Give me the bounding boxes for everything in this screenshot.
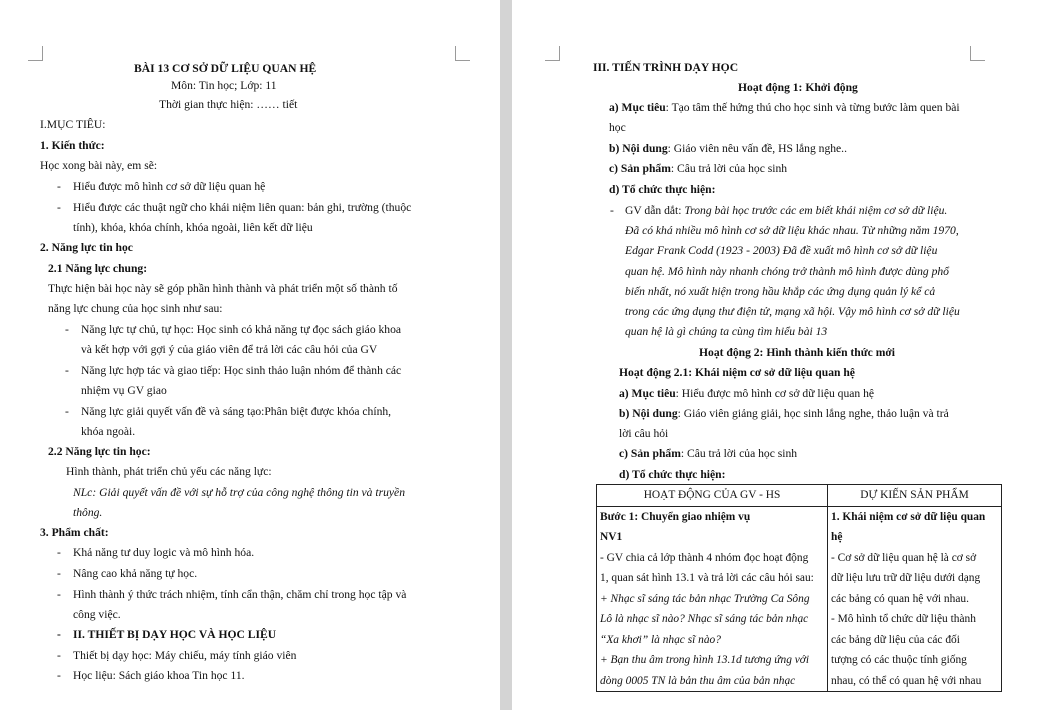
crop-mark — [545, 46, 560, 61]
product-label: c) Sản phẩm — [619, 447, 681, 460]
list-item: Nâng cao khả năng tự học. — [73, 567, 198, 580]
list-item: Năng lực tự chủ, tự học: Học sinh có khả năng tự đọc sách giáo khoa — [81, 323, 402, 336]
bullet-dash: - — [57, 180, 61, 193]
list-item: Khả năng tư duy logic và mô hình hóa. — [73, 546, 255, 559]
teacher-lead-text: quan hệ. Mô hình này nhanh chóng trở thành mô hình được dùng phổ — [625, 265, 949, 278]
list-item: Hiểu được các thuật ngữ cho khái niệm liên quan: bản ghi, trường (thuộc — [73, 201, 412, 214]
table-cell-line: + Nhạc sĩ sáng tác bản nhạc Trường Ca Sông — [600, 592, 810, 605]
table-cell-line: + Bạn thu âm trong hình 13.1d tương ứng với — [600, 654, 810, 666]
table-cell-line: 1. Khái niệm cơ sở dữ liệu quan — [831, 510, 986, 523]
teacher-lead-text: Edgar Frank Codd (1923 - 2003) Đã đề xuất mô hình cơ sở dữ liệu — [625, 244, 938, 257]
table-cell-line: NV1 — [600, 531, 623, 543]
teacher-lead-label: GV dẫn dắt: — [625, 204, 685, 217]
crop-mark — [455, 46, 470, 61]
table-cell-line: Lô là nhạc sĩ nào? Nhạc sĩ sáng tác bản nhạc — [600, 613, 809, 625]
table-cell-line: 1, quan sát hình 13.1 và trả lời các câu hỏi sau: — [600, 572, 814, 584]
product-text: : Câu trả lời của học sinh — [670, 162, 788, 175]
list-item: Năng lực hợp tác và giao tiếp: Học sinh thảo luận nhóm để thành các — [81, 364, 402, 377]
objective-line — [619, 384, 874, 404]
document-page-left[interactable] — [0, 0, 500, 710]
paragraph: năng lực chung của học sinh như sau: — [48, 302, 223, 315]
activity-subheading: Hoạt động 2.1: Khái niệm cơ sở dữ liệu quan hệ — [619, 366, 855, 379]
objective-text: : Tạo tâm thế hứng thú cho học sinh và từng bước làm quen bài — [665, 101, 960, 114]
list-item: Năng lực giải quyết vấn đề và sáng tạo:Phân biệt được khóa chính, — [81, 405, 392, 418]
list-item-continuation: công việc. — [73, 608, 121, 621]
organization-label: d) Tổ chức thực hiện: — [619, 468, 726, 481]
objective-label: a) Mục tiêu — [619, 387, 676, 400]
content-line — [619, 404, 949, 424]
section-heading: III. TIẾN TRÌNH DẠY HỌC — [593, 61, 739, 74]
table-header-cell: DỰ KIẾN SẢN PHẨM — [828, 485, 1002, 507]
table-header-row — [597, 485, 1002, 507]
content-continuation: lời câu hỏi — [619, 427, 669, 440]
teacher-lead-text: biến nhất, nó xuất hiện trong hầu khắp các ứng dụng quản lý kể cả — [625, 285, 936, 298]
crop-mark — [970, 46, 985, 61]
teacher-lead-text: quan hệ là gì chúng ta cùng tìm hiểu bài 13 — [625, 325, 828, 338]
subject-line: Môn: Tin học; Lớp: 11 — [171, 79, 277, 92]
product-line — [609, 159, 787, 179]
objective-text: : Hiểu được mô hình cơ sở dữ liệu quan hệ — [675, 387, 875, 400]
expected-product-cell[interactable] — [828, 506, 1002, 692]
content-label: b) Nội dung — [619, 407, 678, 420]
objective-line — [609, 98, 960, 118]
table-cell-line: dòng 0005 TN là bản thu âm của bản nhạc — [600, 674, 796, 687]
table-cell-line: hệ — [831, 531, 843, 543]
table-row — [597, 506, 1002, 692]
bullet-dash: - — [57, 201, 61, 214]
bullet-dash: - — [65, 323, 69, 336]
activity-heading: Hoạt động 1: Khởi động — [738, 81, 858, 94]
content-text: : Giáo viên nêu vấn đề, HS lắng nghe.. — [667, 142, 847, 155]
bullet-dash: - — [57, 588, 61, 601]
teacher-lead-text: Đã có khá nhiều mô hình cơ sở dữ liệu khác nhau. Từ những năm 1970, — [625, 224, 959, 237]
bullet-dash: - — [57, 567, 61, 580]
list-item-continuation: khóa ngoài. — [81, 425, 136, 438]
content-line — [609, 139, 847, 159]
table-cell-line: các bảng dữ liệu của các đối — [831, 633, 960, 646]
teacher-lead-text: Trong bài học trước các em biết khái niệm cơ sở dữ liệu. — [684, 204, 948, 217]
table-cell-line: Bước 1: Chuyển giao nhiệm vụ — [600, 510, 751, 523]
content-text: : Giáo viên giảng giải, học sinh lắng nghe, thảo luận và trả — [677, 407, 949, 420]
list-item-continuation: tính), khóa, khóa chính, khóa ngoài, liên kết dữ liệu — [73, 221, 313, 234]
activity-table — [596, 484, 1002, 692]
bullet-dash: - — [57, 669, 61, 682]
bullet-dash: - — [65, 364, 69, 377]
list-item-continuation: nhiệm vụ GV giao — [81, 384, 167, 397]
crop-mark — [28, 46, 43, 61]
paragraph-italic: thông. — [73, 506, 103, 519]
table-cell-line: nhau, có thể có quan hệ với nhau — [831, 674, 982, 687]
organization-label: d) Tổ chức thực hiện: — [609, 183, 716, 196]
list-item: Hình thành ý thức trách nhiệm, tính cẩn thận, chăm chỉ trong học tập và — [73, 588, 407, 601]
product-label: c) Sản phẩm — [609, 162, 671, 175]
section-heading: 3. Phẩm chất: — [40, 526, 109, 539]
section-heading: 2. Năng lực tin học — [40, 241, 133, 254]
bullet-dash: - — [610, 204, 614, 217]
table-cell-line: các bảng có quan hệ với nhau. — [831, 592, 969, 605]
paragraph: Thực hiện bài học này sẽ góp phần hình thành và phát triển một số thành tố — [48, 282, 398, 295]
table-cell-line: - Mô hình tổ chức dữ liệu thành — [831, 613, 976, 625]
teacher-student-activity-cell[interactable] — [597, 506, 828, 692]
paragraph-italic: NLc: Giải quyết vấn đề với sự hỗ trợ của công nghệ thông tin và truyền — [73, 486, 405, 499]
time-line: Thời gian thực hiện: …… tiết — [159, 98, 298, 111]
section-heading: 2.1 Năng lực chung: — [48, 262, 148, 275]
content-label: b) Nội dung — [609, 142, 668, 155]
bullet-dash: - — [65, 405, 69, 418]
document-page-right[interactable] — [512, 0, 1041, 710]
table-cell-line: “Xa khơi” là nhạc sĩ nào? — [600, 633, 721, 646]
section-heading: 2.2 Năng lực tin học: — [48, 445, 151, 458]
list-item: Thiết bị dạy học: Máy chiếu, máy tính giáo viên — [73, 649, 297, 662]
teacher-lead-line — [625, 201, 947, 221]
section-heading: I.MỤC TIÊU: — [40, 118, 106, 131]
product-line — [619, 444, 797, 464]
objective-label: a) Mục tiêu — [609, 101, 666, 114]
table-cell-line: tượng có các thuộc tính giống — [831, 654, 967, 666]
paragraph: Hình thành, phát triển chủ yếu các năng lực: — [66, 465, 272, 478]
product-text: : Câu trả lời của học sinh — [680, 447, 798, 460]
table-cell-line: - GV chia cả lớp thành 4 nhóm đọc hoạt động — [600, 551, 809, 564]
teacher-lead-text: trong các ứng dụng thư điện tử, mạng xã hội. Vậy mô hình cơ sở dữ liệu — [625, 305, 960, 318]
bullet-dash: - — [57, 649, 61, 662]
bullet-dash: - — [57, 628, 61, 641]
list-item-continuation: và kết hợp với gợi ý của giáo viên để trả lời các câu hỏi của GV — [81, 343, 378, 356]
bullet-dash: - — [57, 546, 61, 559]
section-heading: 1. Kiến thức: — [40, 139, 105, 152]
list-item: Hiểu được mô hình cơ sở dữ liệu quan hệ — [73, 180, 266, 193]
table-header-cell: HOẠT ĐỘNG CỦA GV - HS — [597, 485, 828, 507]
table-cell-line: - Cơ sở dữ liệu quan hệ là cơ sở — [831, 551, 977, 564]
section-heading: II. THIẾT BỊ DẠY HỌC VÀ HỌC LIỆU — [73, 628, 277, 641]
list-item: Học liệu: Sách giáo khoa Tin học 11. — [73, 669, 245, 682]
lesson-title: BÀI 13 CƠ SỞ DỮ LIỆU QUAN HỆ — [134, 62, 317, 75]
paragraph: Học xong bài này, em sẽ: — [40, 159, 158, 172]
table-cell-line: dữ liệu lưu trữ dữ liệu dưới dạng — [831, 572, 981, 584]
objective-continuation: học — [609, 121, 626, 134]
activity-heading: Hoạt động 2: Hình thành kiến thức mới — [699, 346, 896, 359]
